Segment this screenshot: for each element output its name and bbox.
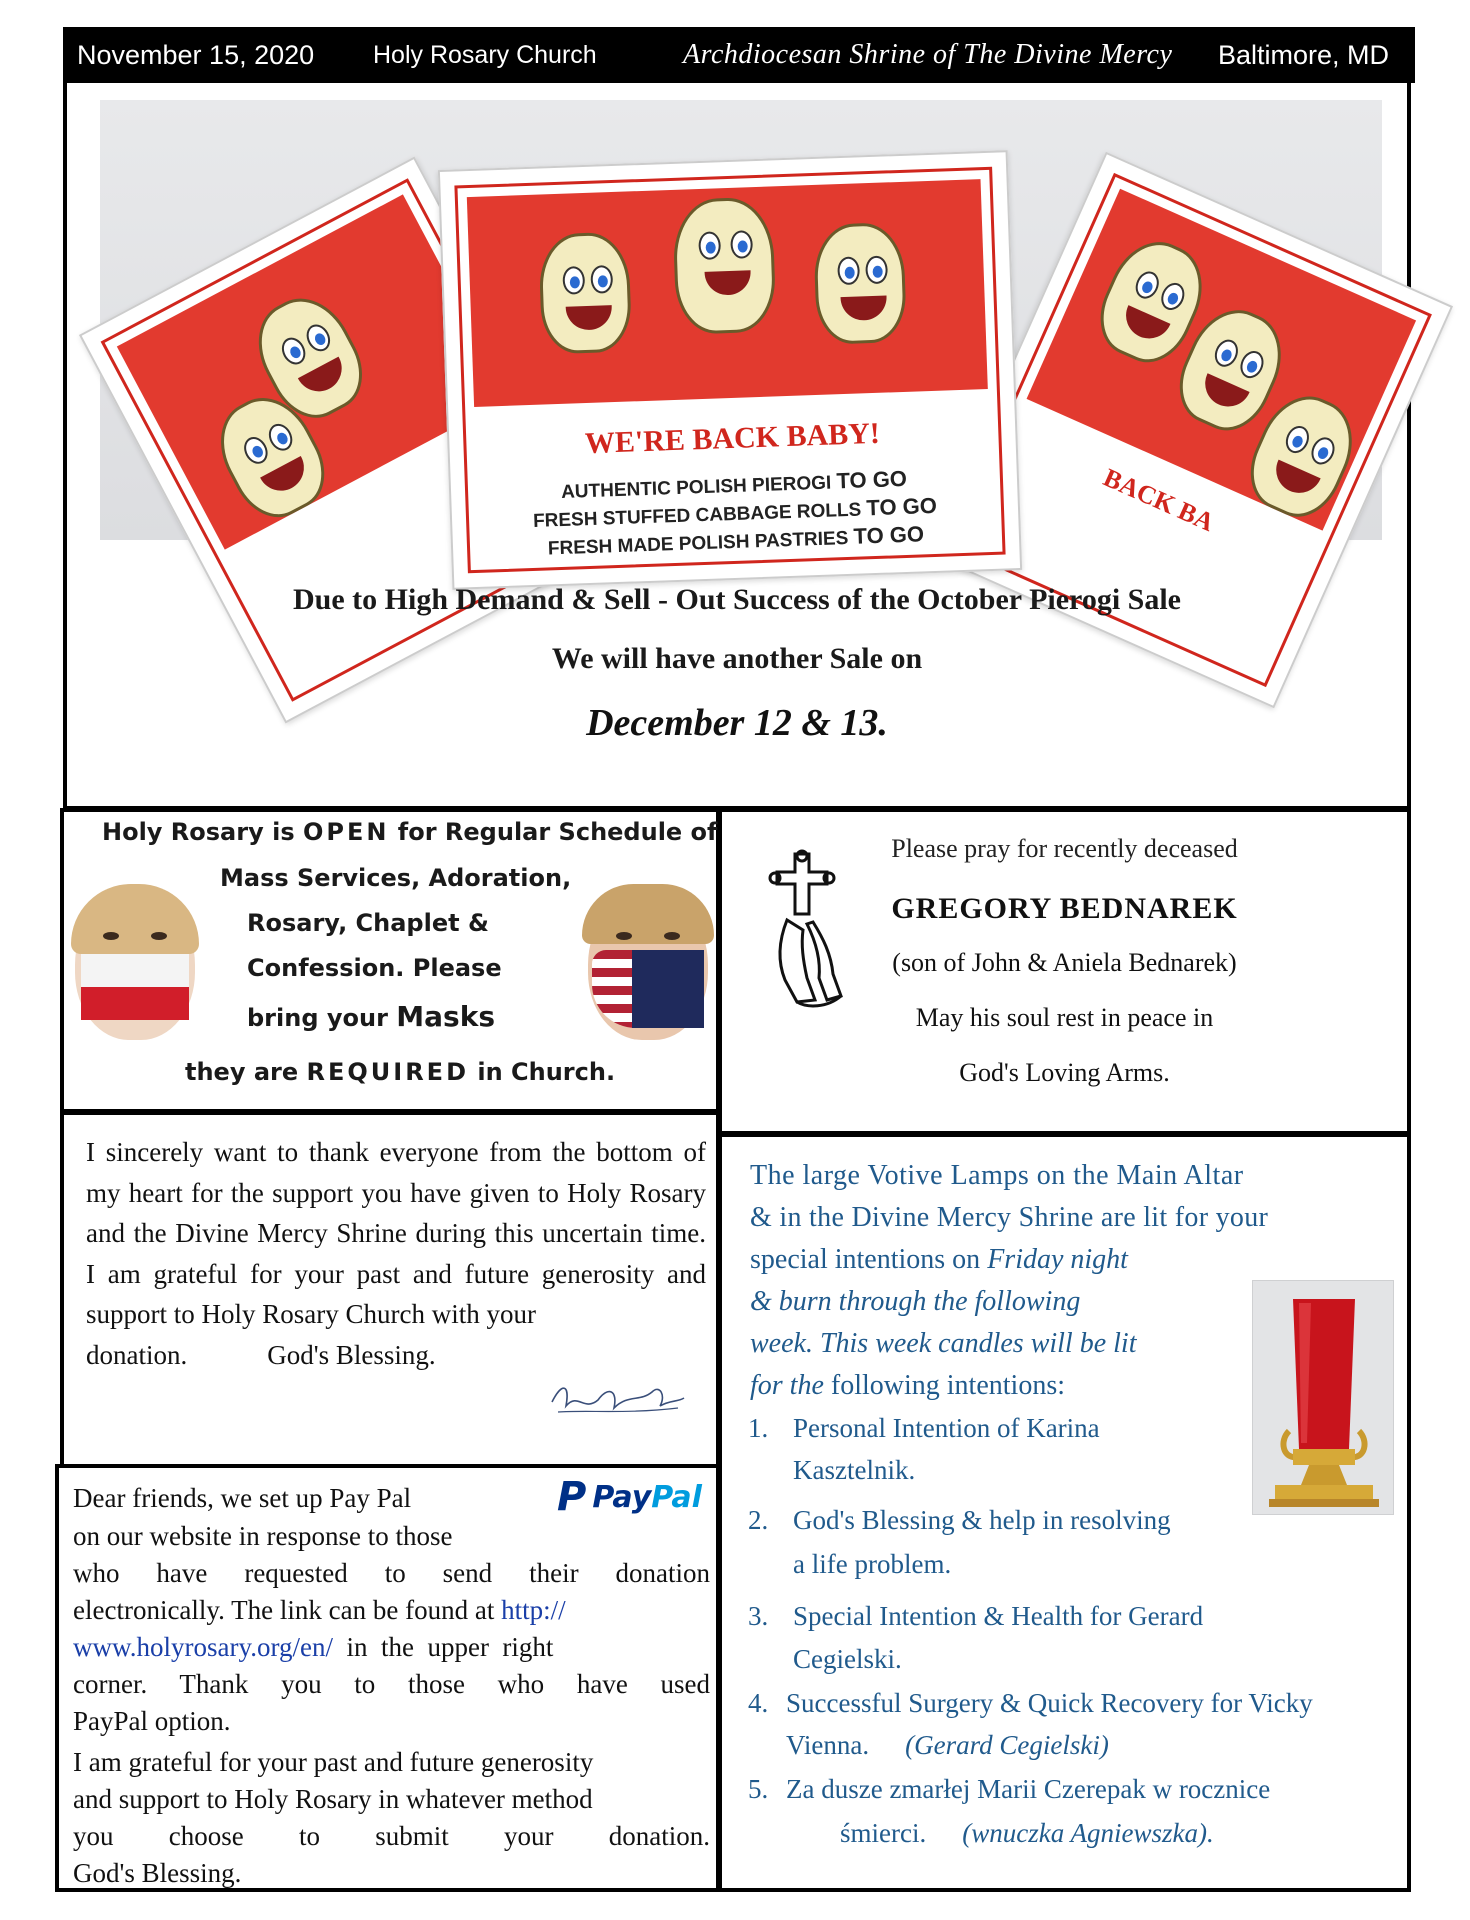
- intention-item: 3. Special Intention & Health for Gerard: [748, 1601, 1204, 1631]
- paypal-line-9: and support to Holy Rosary in whatever method: [73, 1784, 593, 1814]
- votive-line-4: & burn through the following: [750, 1286, 1081, 1317]
- votive-line-3: special intentions on Friday night: [750, 1244, 1128, 1275]
- flyer-center: [438, 150, 1022, 590]
- shrine-title: Archdiocesan Shrine of The Divine Mercy: [683, 39, 1173, 70]
- pierogi-flyers-photo: [100, 100, 1382, 560]
- votive-candle-icon: [1253, 1281, 1395, 1516]
- flyer-line: AUTHENTIC POLISH PIEROGI TO GO: [560, 465, 908, 503]
- deceased-name: GREGORY BEDNAREK: [891, 892, 1238, 925]
- votive-line-5: week. This week candles will be lit: [750, 1328, 1137, 1359]
- paypal-line-1: Dear friends, we set up Pay Pal: [73, 1483, 412, 1513]
- website-link[interactable]: http://: [501, 1595, 566, 1625]
- pray-intro: Please pray for recently deceased: [891, 834, 1238, 863]
- open-line-2: Mass Services, Adoration,: [220, 864, 572, 892]
- website-link[interactable]: www.holyrosary.org/en/: [73, 1632, 333, 1662]
- open-line-1: Holy Rosary is OPEN for Regular Schedule of: [102, 818, 718, 846]
- paypal-logo: P PayPal: [557, 1474, 702, 1520]
- pierogi-character-icon: [813, 222, 907, 345]
- header-bar: [63, 27, 1415, 83]
- votive-line-6: for the following intentions:: [750, 1370, 1065, 1401]
- intention-item-cont: Kasztelnik.: [793, 1455, 916, 1485]
- paypal-line-3: who have requested to send their donation: [73, 1558, 710, 1588]
- intention-item-cont: a life problem.: [793, 1549, 952, 1579]
- open-line-3: Rosary, Chaplet &: [247, 909, 489, 937]
- votive-line-1: The large Votive Lamps on the Main Altar: [750, 1160, 1244, 1191]
- paypal-p-icon: P: [557, 1474, 587, 1520]
- pastor-signature: [548, 1372, 688, 1422]
- flyer-right-fragment: BACK BA: [1099, 462, 1219, 538]
- intention-item: 5. Za dusze zmarłej Marii Czerepak w rocznice: [748, 1774, 1271, 1804]
- paypal-line-5: www.holyrosary.org/en/ in the upper right: [73, 1632, 554, 1662]
- open-line-6: they are REQUIRED in Church.: [185, 1058, 616, 1086]
- pierogi-character-icon: [672, 196, 777, 334]
- intention-item: 1. Personal Intention of Karina: [748, 1413, 1100, 1443]
- city-name: Baltimore, MD: [1217, 39, 1389, 70]
- votive-lamp-image: [1252, 1280, 1394, 1515]
- open-line-5: bring your Masks: [247, 1000, 495, 1033]
- paypal-line-7: PayPal option.: [73, 1706, 231, 1736]
- paypal-line-2: on our website in response to those: [73, 1521, 453, 1551]
- paypal-line-10: you choose to submit your donation.: [73, 1821, 710, 1851]
- paypal-line-6: corner. Thank you to those who have used: [73, 1669, 710, 1699]
- paypal-line-8: I am grateful for your past and future generosity: [73, 1747, 594, 1777]
- pray-line-1: May his soul rest in peace in: [915, 1003, 1214, 1032]
- announcement-line-1: Due to High Demand & Sell - Out Success of the October Pierogi Sale: [293, 583, 1181, 616]
- paypal-line-11: God's Blessing.: [73, 1858, 242, 1888]
- woman-flag-mask-image: [588, 890, 708, 1040]
- deceased-relation: (son of John & Aniela Bednarek): [892, 948, 1237, 977]
- open-line-4: Confession. Please: [247, 954, 502, 982]
- pray-line-2: God's Loving Arms.: [959, 1058, 1170, 1087]
- thank-you-text: I sincerely want to thank everyone from the bottom of my heart for the support you have given to Holy Rosary and the Divine Mercy Shrine during this uncertain time. I am grateful for your past and future generosity and support to Holy Rosary Church with your donation. God's Blessing.: [86, 1137, 706, 1370]
- woman-white-red-mask-image: [75, 890, 195, 1040]
- intention-item-cont: Cegielski.: [793, 1644, 902, 1674]
- intention-item: 4. Successful Surgery & Quick Recovery for Vicky: [748, 1688, 1313, 1718]
- church-name: Holy Rosary Church: [373, 40, 597, 69]
- intention-item: 2. God's Blessing & help in resolving: [748, 1505, 1171, 1535]
- bulletin-date: November 15, 2020: [77, 39, 315, 70]
- pierogi-character-icon: [538, 231, 632, 354]
- flyer-headline: WE'RE BACK BABY!: [584, 416, 881, 461]
- votive-line-2: & in the Divine Mercy Shrine are lit for your: [750, 1202, 1269, 1233]
- paypal-line-4: electronically. The link can be found at http://: [73, 1595, 566, 1625]
- flyer-line: FRESH STUFFED CABBAGE ROLLS TO GO: [532, 492, 938, 532]
- intention-item-cont: Vienna. (Gerard Cegielski): [786, 1730, 1109, 1760]
- sale-date: December 12 & 13.: [586, 702, 888, 744]
- flyer-line: FRESH MADE POLISH PASTRIES TO GO: [547, 521, 925, 560]
- intention-item-cont: śmierci. (wnuczka Agniewszka).: [840, 1818, 1214, 1848]
- announcement-line-2: We will have another Sale on: [551, 642, 923, 675]
- cross-praying-hands-icon: [757, 850, 847, 1010]
